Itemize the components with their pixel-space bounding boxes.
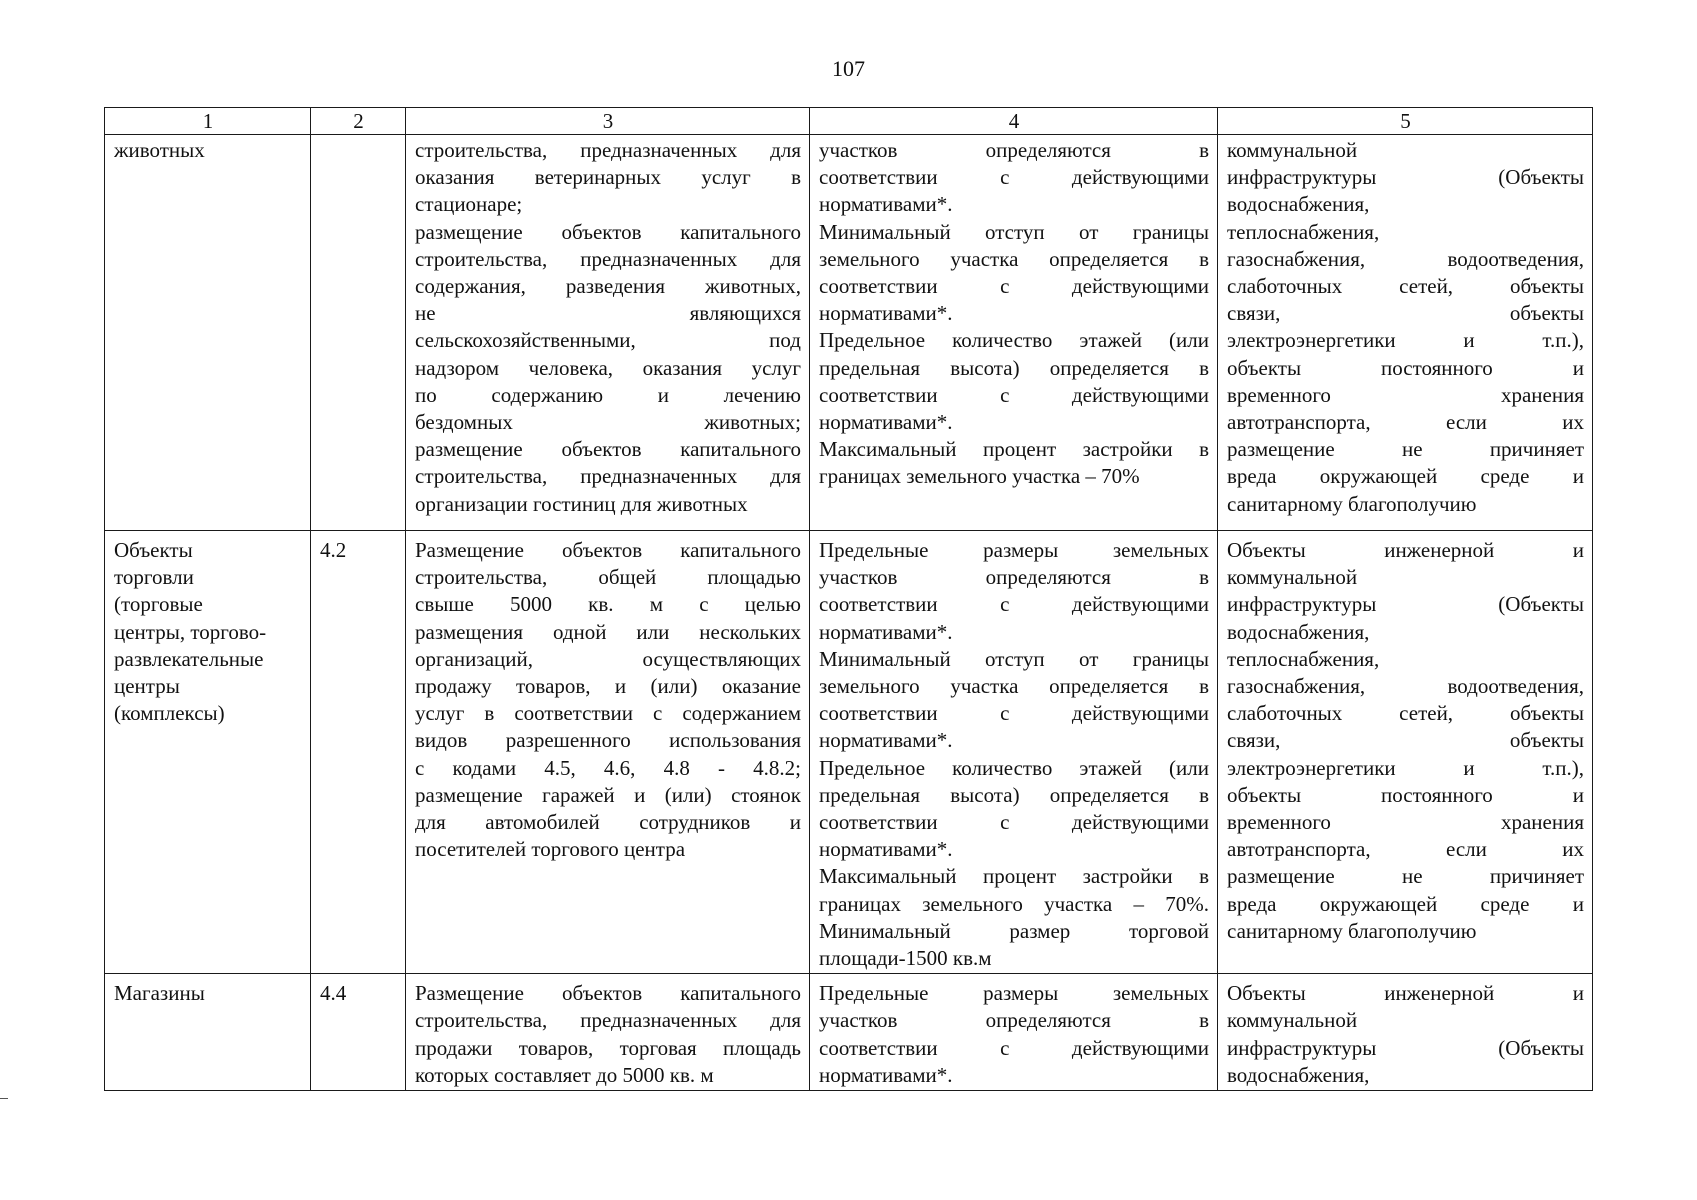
- cell-line: Магазины: [114, 981, 205, 1006]
- cell-line: газоснабжения, водоотведения,: [1227, 674, 1584, 699]
- cell-line: объекты постоянного и: [1227, 782, 1584, 807]
- cell-line: Объекты инженерной и: [1227, 538, 1584, 562]
- cell-line: размещения одной или нескольких: [415, 619, 801, 644]
- table-row: [105, 531, 1593, 974]
- cell-line: инфраструктуры (Объекты: [1227, 1035, 1584, 1060]
- cell-line: строительства, предназначенных для: [415, 1008, 801, 1033]
- cell-line: продажу товаров, и (или) оказание: [415, 674, 801, 699]
- cell-line: центры, торгово-: [114, 619, 267, 644]
- cell-line: размещение гаражей и (или) стоянок: [415, 782, 801, 807]
- table-header-row: [105, 108, 1593, 135]
- column-header: 2: [311, 108, 406, 135]
- cell-line: Объекты: [114, 538, 193, 562]
- cell-line: для автомобилей сотрудников и: [415, 810, 801, 835]
- cell-line: строительства, предназначенных для: [415, 464, 801, 489]
- cell-line: Размещение объектов капитального: [415, 538, 801, 562]
- cell-line: услуг в соответствии с содержанием: [415, 701, 801, 726]
- cell-line: участков определяются в: [819, 138, 1209, 162]
- cell-line: Минимальный отступ от границы: [819, 219, 1209, 244]
- cell-line: торговли: [114, 565, 194, 590]
- cell-line: Предельное количество этажей (или: [819, 328, 1209, 353]
- cell-code: [311, 135, 406, 531]
- cell-line: участков определяются в: [819, 1008, 1209, 1033]
- cell-line: предельная высота) определяется в: [819, 355, 1209, 380]
- cell-line: автотранспорта, если их: [1227, 837, 1584, 862]
- cell-line: земельного участка определяется в: [819, 674, 1209, 699]
- cell-line: содержания, разведения животных,: [415, 274, 801, 299]
- cell-line: Объекты инженерной и: [1227, 981, 1584, 1006]
- cell-line: газоснабжения, водоотведения,: [1227, 246, 1584, 271]
- cell-line: предельная высота) определяется в: [819, 782, 1209, 807]
- cell-name: [105, 531, 311, 974]
- cell-line: коммунальной: [1227, 565, 1358, 590]
- cell-line: связи, объекты: [1227, 301, 1584, 326]
- cell-line: земельного участка определяется в: [819, 246, 1209, 271]
- cell-parameters: [810, 135, 1218, 531]
- cell-line: Максимальный процент застройки в: [819, 437, 1209, 462]
- cell-line: которых составляет до 5000 кв. м: [415, 1062, 714, 1087]
- cell-line: организаций, осуществляющих: [415, 646, 801, 671]
- cell-line: водоснабжения,: [1227, 619, 1370, 644]
- cell-line: инфраструктуры (Объекты: [1227, 592, 1584, 617]
- page-number: 107: [832, 56, 865, 81]
- cell-description: [406, 974, 810, 1091]
- cell-line: площади-1500 кв.м: [819, 946, 992, 971]
- cell-line: инфраструктуры (Объекты: [1227, 165, 1584, 190]
- cell-auxiliary: [1218, 974, 1593, 1091]
- cell-line: теплоснабжения,: [1227, 646, 1380, 671]
- column-header: 4: [810, 108, 1218, 135]
- cell-line: соответствии с действующими: [819, 165, 1209, 190]
- document-table: [104, 107, 1593, 1091]
- cell-line: электроэнергетики и т.п.),: [1227, 755, 1584, 780]
- cell-line: продажи товаров, торговая площадь: [415, 1035, 801, 1060]
- cell-line: строительства, предназначенных для: [415, 246, 801, 271]
- cell-line: водоснабжения,: [1227, 1062, 1370, 1087]
- scan-edge-mark: [0, 1098, 8, 1099]
- cell-line: нормативами*.: [819, 301, 953, 326]
- cell-line: 4.4: [320, 981, 347, 1006]
- cell-line: посетителей торгового центра: [415, 837, 686, 862]
- cell-line: нормативами*.: [819, 1062, 953, 1087]
- cell-line: границах земельного участка – 70%: [819, 464, 1140, 489]
- cell-line: не являющихся: [415, 301, 801, 326]
- cell-line: строительства, общей площадью: [415, 565, 801, 590]
- cell-line: объекты постоянного и: [1227, 355, 1584, 380]
- cell-auxiliary: [1218, 135, 1593, 531]
- cell-line: водоснабжения,: [1227, 192, 1370, 217]
- cell-parameters: [810, 531, 1218, 974]
- cell-line: размещение объектов капитального: [415, 437, 801, 462]
- cell-line: (торговые: [114, 592, 203, 617]
- cell-code: [311, 974, 406, 1091]
- cell-code: [311, 531, 406, 974]
- cell-line: участков определяются в: [819, 565, 1209, 590]
- cell-line: по содержанию и лечению: [415, 382, 801, 407]
- cell-line: автотранспорта, если их: [1227, 410, 1584, 435]
- cell-line: вреда окружающей среде и: [1227, 464, 1584, 489]
- cell-line: соответствии с действующими: [819, 810, 1209, 835]
- cell-line: слаботочных сетей, объекты: [1227, 701, 1584, 726]
- cell-line: слаботочных сетей, объекты: [1227, 274, 1584, 299]
- cell-line: организации гостиниц для животных: [415, 491, 748, 516]
- cell-line: свыше 5000 кв. м с целью: [415, 592, 801, 617]
- cell-line: развлекательные: [114, 646, 264, 671]
- cell-line: теплоснабжения,: [1227, 219, 1380, 244]
- cell-line: коммунальной: [1227, 1008, 1358, 1033]
- cell-line: коммунальной: [1227, 138, 1358, 162]
- cell-name: [105, 974, 311, 1091]
- cell-line: Максимальный процент застройки в: [819, 864, 1209, 889]
- cell-description: [406, 531, 810, 974]
- cell-line: видов разрешенного использования: [415, 728, 801, 753]
- cell-line: санитарному благополучию: [1227, 491, 1477, 516]
- cell-line: Минимальный размер торговой: [819, 918, 1209, 943]
- cell-line: нормативами*.: [819, 410, 953, 435]
- cell-line: Предельные размеры земельных: [819, 538, 1209, 562]
- cell-line: Предельные размеры земельных: [819, 981, 1209, 1006]
- cell-line: соответствии с действующими: [819, 592, 1209, 617]
- cell-line: размещение не причиняет: [1227, 864, 1584, 889]
- cell-name: [105, 135, 311, 531]
- cell-line: соответствии с действующими: [819, 1035, 1209, 1060]
- table-row: [105, 135, 1593, 531]
- cell-line: границах земельного участка – 70%.: [819, 891, 1209, 916]
- cell-line: связи, объекты: [1227, 728, 1584, 753]
- cell-line: размещение не причиняет: [1227, 437, 1584, 462]
- cell-line: (комплексы): [114, 701, 225, 726]
- cell-line: вреда окружающей среде и: [1227, 891, 1584, 916]
- column-header: 5: [1218, 108, 1593, 135]
- cell-line: соответствии с действующими: [819, 382, 1209, 407]
- cell-line: стационаре;: [415, 192, 523, 217]
- cell-line: нормативами*.: [819, 619, 953, 644]
- column-header: 1: [105, 108, 311, 135]
- table-row: [105, 974, 1593, 1091]
- cell-line: сельскохозяйственными, под: [415, 328, 801, 353]
- cell-line: электроэнергетики и т.п.),: [1227, 328, 1584, 353]
- cell-line: нормативами*.: [819, 728, 953, 753]
- cell-auxiliary: [1218, 531, 1593, 974]
- cell-line: соответствии с действующими: [819, 274, 1209, 299]
- cell-line: Минимальный отступ от границы: [819, 646, 1209, 671]
- cell-parameters: [810, 974, 1218, 1091]
- cell-line: санитарному благополучию: [1227, 918, 1477, 943]
- cell-line: надзором человека, оказания услуг: [415, 355, 801, 380]
- cell-line: с кодами 4.5, 4.6, 4.8 - 4.8.2;: [415, 755, 801, 780]
- cell-line: размещение объектов капитального: [415, 219, 801, 244]
- cell-line: оказания ветеринарных услуг в: [415, 165, 801, 190]
- cell-line: животных: [114, 138, 205, 162]
- cell-line: Предельное количество этажей (или: [819, 755, 1209, 780]
- cell-line: строительства, предназначенных для: [415, 138, 801, 162]
- cell-description: [406, 135, 810, 531]
- cell-line: Размещение объектов капитального: [415, 981, 801, 1006]
- cell-line: 4.2: [320, 538, 347, 562]
- cell-line: временного хранения: [1227, 810, 1584, 835]
- cell-line: бездомных животных;: [415, 410, 801, 435]
- column-header: 3: [406, 108, 810, 135]
- cell-line: нормативами*.: [819, 192, 953, 217]
- cell-line: нормативами*.: [819, 837, 953, 862]
- cell-line: соответствии с действующими: [819, 701, 1209, 726]
- cell-line: временного хранения: [1227, 382, 1584, 407]
- cell-line: центры: [114, 674, 180, 699]
